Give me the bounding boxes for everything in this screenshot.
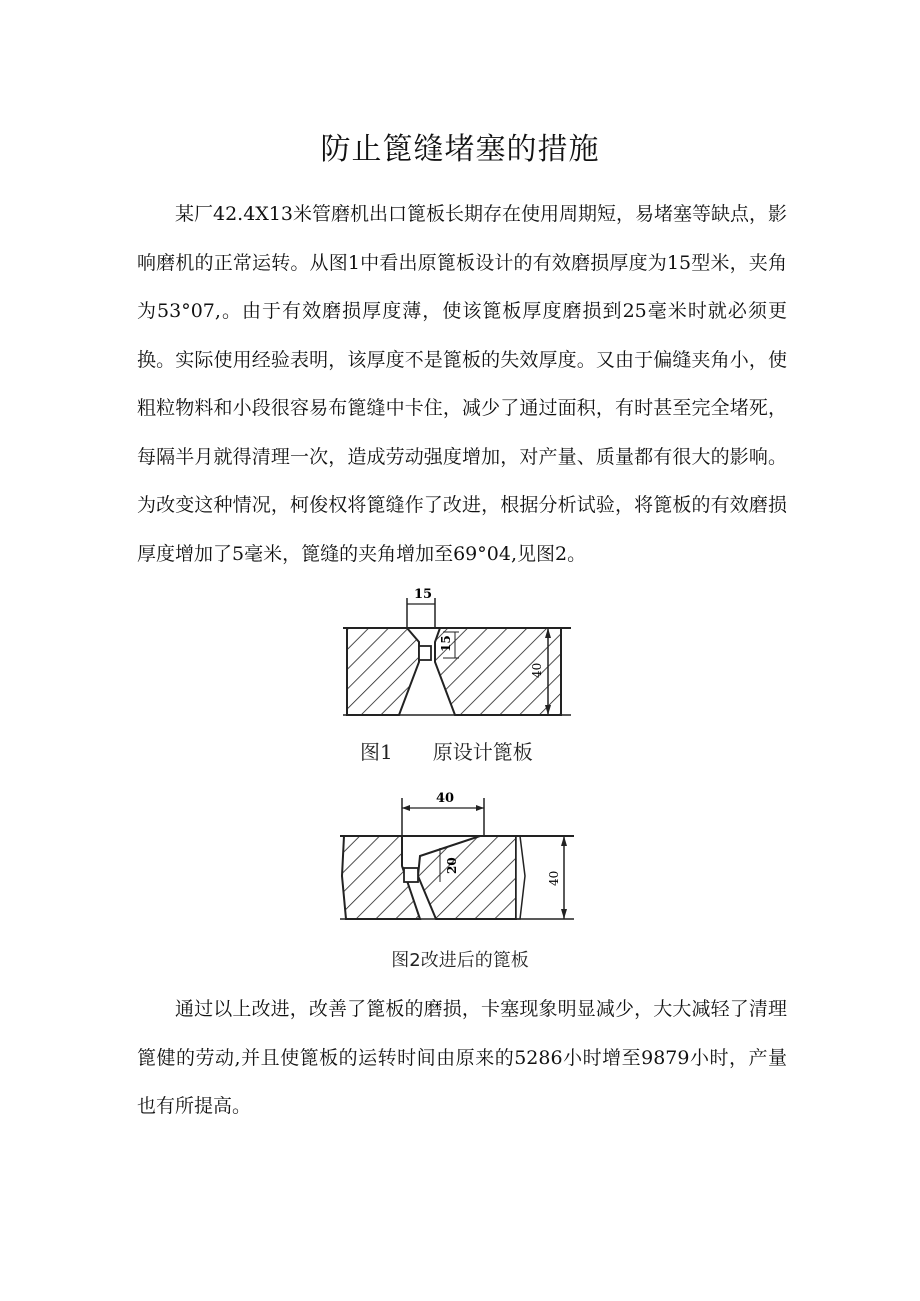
page-title: 防止篦缝堵塞的措施 — [320, 132, 600, 167]
figure-1-dim-top: 15 — [414, 587, 433, 602]
figure-2-dim-top: 40 — [436, 791, 455, 806]
figure-2-dim-slot: 20 — [445, 857, 459, 874]
figure-2-dim-thickness: 40 — [547, 870, 561, 886]
plate-left-section — [347, 628, 419, 715]
figure-1-dim-thickness: 40 — [530, 662, 544, 678]
figure-2-diagram — [330, 786, 590, 926]
figure-1-caption: 图1 原设计篦板 — [360, 740, 533, 764]
slot-square — [404, 868, 418, 882]
figure-1-dim-slot: 15 — [439, 635, 453, 652]
slot-square — [419, 646, 431, 660]
figure-2-caption: 图2改进后的篦板 — [391, 950, 529, 971]
body-paragraph-2: 通过以上改进，改善了篦板的磨损，卡塞现象明显减少，大大减轻了清理篦健的劳动,并且使篦板的运转时间由原来的5286小时增至9879小时，产量也有所提高。 — [137, 998, 787, 1117]
figure-1-diagram — [335, 582, 585, 722]
body-paragraph-1: 某厂42.4X13米管磨机出口篦板长期存在使用周期短，易堵塞等缺点，影响磨机的正常运转。从图1中看出原篦板设计的有效磨损厚度为15型米，夹角为53°07,。由于有效磨损厚度薄，使该篦板厚度磨损到25毫米时就必须更换。实际使用经验表明，该厚度不是篦板的失效厚度。又由于偏缝夹角小，使粗粒物料和小段很容易布篦缝中卡住，减少了通过面积，有时甚至完全堵死，每隔半月就得清理一次，造成劳动强度增加，对产量、质量都有很大的影响。为改变这种情况，柯俊权将篦缝作了改进，根据分析试验，将篦板的有效磨损厚度增加了5毫米，篦缝的夹角增加至69°04,见图2。 — [137, 203, 788, 565]
plate-right-section — [418, 836, 516, 919]
